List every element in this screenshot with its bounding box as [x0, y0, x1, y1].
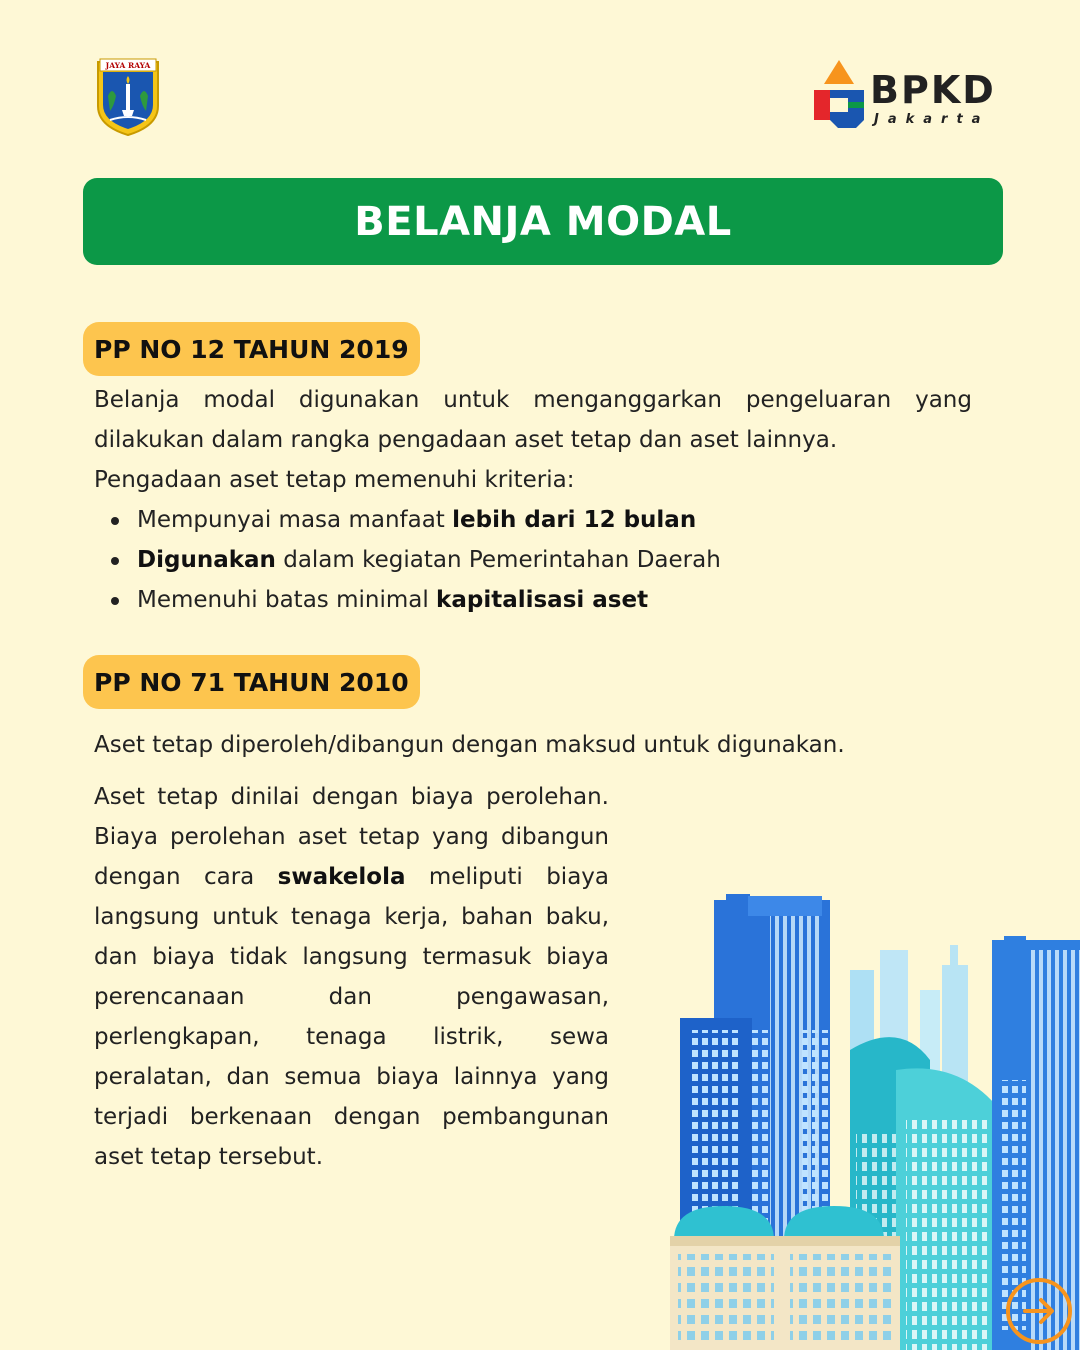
- criteria-list: [94, 500, 972, 620]
- criteria-item: [94, 580, 972, 620]
- criteria-item-text: dalam kegiatan Pemerintahan Daerah: [275, 547, 721, 573]
- bpkd-logo: [810, 58, 1000, 132]
- criteria-item-bold: Digunakan: [137, 547, 276, 573]
- criteria-item: [94, 540, 972, 580]
- criteria-intro: Pengadaan aset tetap memenuhi kriteria:: [94, 467, 575, 493]
- section2-line1: Aset tetap diperoleh/dibangun dengan maksud untuk digunakan.: [94, 732, 845, 758]
- bpkd-logo-icon: [810, 58, 868, 132]
- page-title: BELANJA MODAL: [354, 198, 732, 245]
- criteria-item-text: Mempunyai masa manfaat: [137, 507, 453, 533]
- bpkd-name: BPKD: [870, 68, 996, 112]
- section2-paragraph: [94, 777, 609, 1177]
- criteria-item-text: Memenuhi batas minimal: [137, 587, 437, 613]
- bpkd-subname: Jakarta: [874, 112, 990, 127]
- criteria-item-bold: kapitalisasi aset: [436, 587, 649, 613]
- title-bar: [83, 178, 1003, 265]
- section2-tag: PP NO 71 TAHUN 2010: [83, 655, 420, 709]
- jakarta-crest-icon: [94, 56, 162, 136]
- criteria-item-bold: lebih dari 12 bulan: [452, 507, 697, 533]
- section2-paragraph-post: meliputi biaya langsung untuk tenaga kerja, bahan baku, dan biaya tidak langsung termasuk biaya perencanaan dan pengawasan, perlengkapan, tenaga listrik, sewa peralatan, dan semua biaya lainnya yang terjadi berkenaan dengan pembangunan aset tetap tersebut.: [94, 864, 609, 1170]
- arrow-right-icon: [1019, 1291, 1059, 1331]
- section2-paragraph-bold: swakelola: [277, 864, 406, 890]
- criteria-item: [94, 500, 972, 540]
- section2-paragraph-pre: Aset tetap dinilai dengan biaya perolehan. Biaya perolehan aset tetap yang dibangun dengan cara: [94, 784, 609, 890]
- section1-tag: PP NO 12 TAHUN 2019: [83, 322, 420, 376]
- city-buildings-icon: [670, 880, 1080, 1350]
- crest-motto-text: JAYA RAYA: [105, 61, 151, 70]
- section1-paragraph: Belanja modal digunakan untuk menganggarkan pengeluaran yang dilakukan dalam rangka pengadaan aset tetap dan aset lainnya.: [94, 387, 972, 453]
- next-button[interactable]: [1006, 1278, 1072, 1344]
